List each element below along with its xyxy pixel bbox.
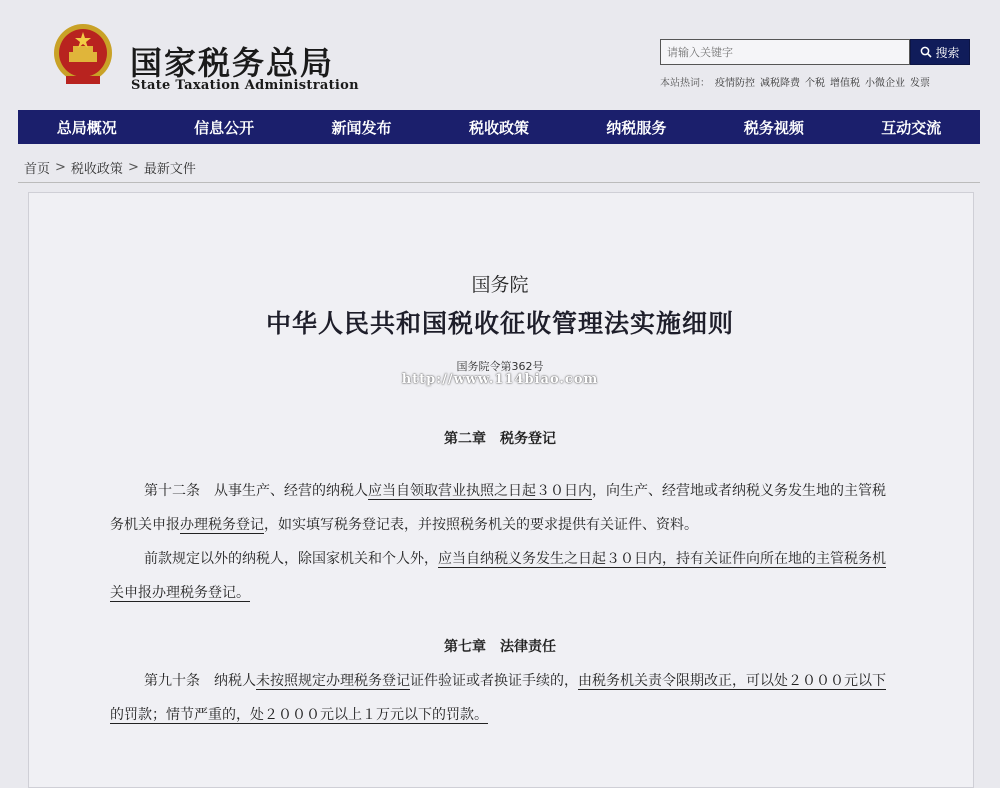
- breadcrumb-current: 最新文件: [143, 162, 196, 177]
- breadcrumb-separator: >: [55, 160, 66, 175]
- nav-item-overview[interactable]: 总局概况: [56, 118, 117, 137]
- search-button-label: 搜索: [935, 45, 960, 60]
- nav-item-interaction[interactable]: 互动交流: [881, 118, 942, 137]
- national-emblem-icon[interactable]: [52, 22, 114, 88]
- hotword-link[interactable]: 个税: [805, 78, 825, 89]
- site-subtitle: State Taxation Administration: [131, 78, 359, 93]
- document-title: 中华人民共和国税收征收管理法实施细则: [265, 309, 734, 338]
- site-title[interactable]: 国家税务总局: [130, 44, 335, 82]
- chapter-heading: 第七章 法律责任: [444, 639, 556, 655]
- document-number: 国务院令第362号: [456, 360, 544, 373]
- hotwords: [660, 74, 930, 89]
- nav-item-service[interactable]: 纳税服务: [606, 118, 667, 137]
- hotword-link[interactable]: 增值税: [830, 78, 860, 89]
- article-90-paragraph: 第九十条 纳税人未按照规定办理税务登记证件验证或者换证手续的，由税务机关责令限期改正，可以处２０００元以下的罚款；情节严重的，处２０００元以上１万元以下的罚款。: [110, 673, 886, 723]
- breadcrumb-home[interactable]: 首页: [24, 162, 51, 177]
- nav-item-disclosure[interactable]: 信息公开: [194, 118, 255, 137]
- site-header: [0, 0, 1000, 108]
- search-input[interactable]: [660, 39, 910, 65]
- hotwords-label: 本站热词：: [660, 78, 710, 89]
- search-button[interactable]: [910, 39, 970, 65]
- article-12-paragraph-2: 前款规定以外的纳税人，除国家机关和个人外，应当自纳税义务发生之日起３０日内，持有关证件向所在地的主管税务机关申报办理税务登记。: [110, 551, 886, 601]
- breadcrumb-separator: >: [127, 160, 139, 175]
- main-nav: [18, 110, 980, 144]
- nav-item-video[interactable]: 税务视频: [743, 118, 804, 137]
- nav-item-news[interactable]: 新闻发布: [331, 118, 392, 137]
- breadcrumb-policy[interactable]: 税收政策: [70, 162, 123, 177]
- chapter-heading: 第二章 税务登记: [444, 431, 556, 447]
- hotword-link[interactable]: 疫情防控: [715, 78, 755, 89]
- nav-item-policy[interactable]: 税收政策: [468, 118, 529, 137]
- article-12-paragraph-1: 第十二条 从事生产、经营的纳税人应当自领取营业执照之日起３０日内，向生产、经营地或者纳税义务发生地的主管税务机关申报办理税务登记，如实填写税务登记表，并按照税务机关的要求提供有关证件、资料。: [110, 483, 886, 533]
- search-icon: [920, 46, 932, 58]
- breadcrumb: [24, 158, 196, 177]
- document-issuer: 国务院: [471, 274, 529, 296]
- hotword-link[interactable]: 小微企业: [865, 78, 905, 89]
- breadcrumb-divider: [18, 182, 980, 183]
- hotword-link[interactable]: 减税降费: [760, 78, 800, 89]
- hotword-link[interactable]: 发票: [910, 78, 930, 89]
- watermark: http://www.114biao.com: [401, 372, 599, 387]
